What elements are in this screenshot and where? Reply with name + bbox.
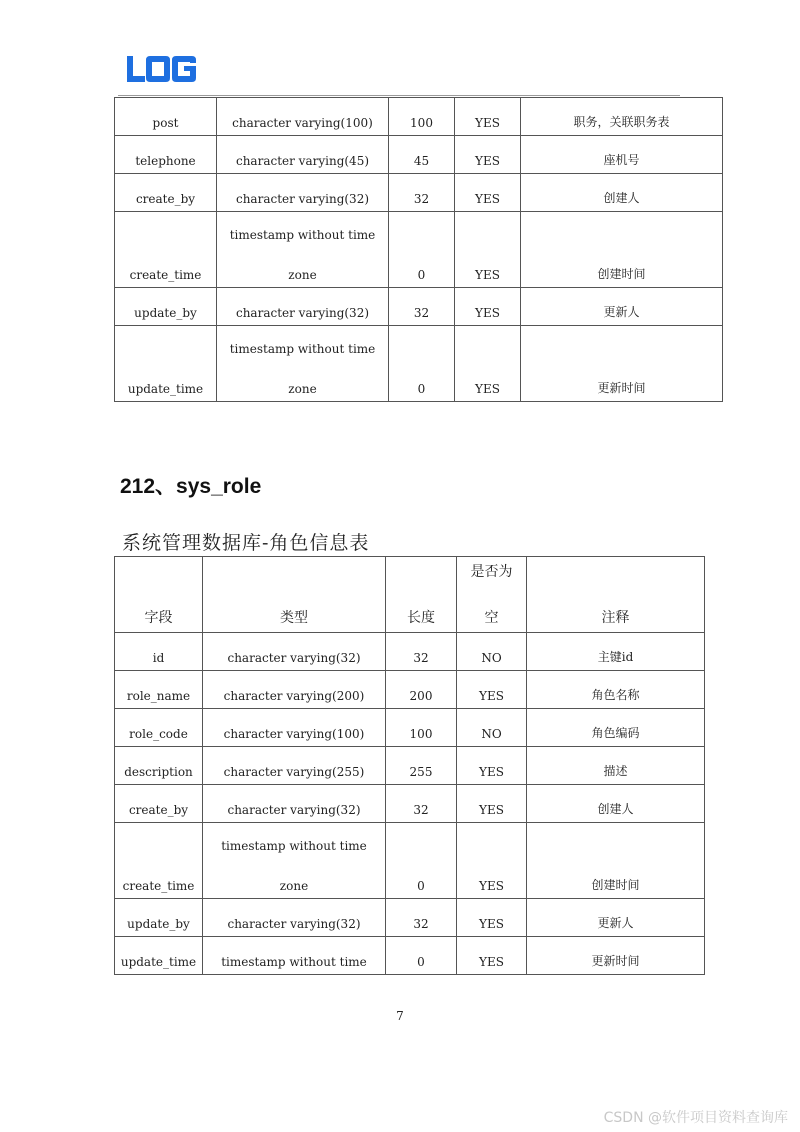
table-row bbox=[115, 326, 723, 402]
cell-type: character varying(32) bbox=[203, 899, 386, 937]
table-row bbox=[115, 212, 723, 288]
page-number: 7 bbox=[396, 1009, 404, 1023]
table-row bbox=[115, 823, 705, 899]
cell-nullable: YES bbox=[455, 288, 521, 326]
cell-nullable: YES bbox=[455, 174, 521, 212]
cell-nullable: NO bbox=[457, 709, 527, 747]
table-row bbox=[115, 937, 705, 975]
cell-length: 200 bbox=[386, 671, 457, 709]
cell-type: character varying(32) bbox=[217, 288, 389, 326]
table-row bbox=[115, 98, 723, 136]
table-row bbox=[115, 174, 723, 212]
header-length: 长度 bbox=[386, 557, 457, 633]
header-comment: 注释 bbox=[527, 557, 705, 633]
cell-type: character varying(200) bbox=[203, 671, 386, 709]
table-caption: 系统管理数据库-角色信息表 bbox=[122, 532, 370, 554]
cell-nullable: YES bbox=[457, 747, 527, 785]
cell-length: 0 bbox=[386, 823, 457, 899]
cell-comment: 更新时间 bbox=[527, 937, 705, 975]
cell-length: 32 bbox=[386, 633, 457, 671]
header-type: 类型 bbox=[203, 557, 386, 633]
table-row bbox=[115, 288, 723, 326]
cell-length: 0 bbox=[389, 326, 455, 402]
cell-comment: 创建时间 bbox=[521, 212, 723, 288]
cell-type: character varying(32) bbox=[203, 633, 386, 671]
cell-comment: 职务，关联职务表 bbox=[521, 98, 723, 136]
table-row bbox=[115, 633, 705, 671]
cell-nullable: YES bbox=[457, 823, 527, 899]
table-row bbox=[115, 136, 723, 174]
cell-type: character varying(100) bbox=[217, 98, 389, 136]
cell-type: character varying(100) bbox=[203, 709, 386, 747]
sys-role-columns-table bbox=[114, 556, 705, 975]
cell-nullable: YES bbox=[457, 785, 527, 823]
header-nullable: 是否为 空 bbox=[457, 557, 527, 633]
table-row bbox=[115, 899, 705, 937]
cell-length: 100 bbox=[389, 98, 455, 136]
cell-nullable: YES bbox=[457, 671, 527, 709]
cell-field: create_by bbox=[115, 174, 217, 212]
cell-length: 32 bbox=[386, 899, 457, 937]
cell-field: id bbox=[115, 633, 203, 671]
cell-nullable: YES bbox=[457, 937, 527, 975]
cell-nullable: YES bbox=[455, 212, 521, 288]
cell-comment: 座机号 bbox=[521, 136, 723, 174]
cell-comment: 创建人 bbox=[521, 174, 723, 212]
cell-length: 100 bbox=[386, 709, 457, 747]
cell-field: telephone bbox=[115, 136, 217, 174]
table-row bbox=[115, 709, 705, 747]
table-row bbox=[115, 671, 705, 709]
header-rule bbox=[118, 95, 680, 96]
cell-length: 0 bbox=[386, 937, 457, 975]
cell-length: 0 bbox=[389, 212, 455, 288]
cell-field: description bbox=[115, 747, 203, 785]
cell-type: character varying(32) bbox=[217, 174, 389, 212]
cell-length: 32 bbox=[386, 785, 457, 823]
cell-comment: 更新人 bbox=[527, 899, 705, 937]
table-row bbox=[115, 747, 705, 785]
cell-type: timestamp without time zone bbox=[203, 823, 386, 899]
table-header-row bbox=[115, 557, 705, 633]
cell-field: role_code bbox=[115, 709, 203, 747]
cell-comment: 创建人 bbox=[527, 785, 705, 823]
cell-type: timestamp without time bbox=[203, 937, 386, 975]
cell-field: create_time bbox=[115, 823, 203, 899]
cell-field: create_time bbox=[115, 212, 217, 288]
cell-field: update_by bbox=[115, 288, 217, 326]
section-heading: 212、sys_role bbox=[120, 475, 262, 498]
cell-length: 255 bbox=[386, 747, 457, 785]
cell-field: post bbox=[115, 98, 217, 136]
cell-nullable: YES bbox=[455, 98, 521, 136]
logo bbox=[125, 54, 209, 84]
cell-type: character varying(45) bbox=[217, 136, 389, 174]
cell-type: timestamp without time zone bbox=[217, 212, 389, 288]
cell-comment: 创建时间 bbox=[527, 823, 705, 899]
cell-comment: 更新人 bbox=[521, 288, 723, 326]
cell-field: update_time bbox=[115, 937, 203, 975]
cell-type: character varying(255) bbox=[203, 747, 386, 785]
header-field: 字段 bbox=[115, 557, 203, 633]
cell-nullable: NO bbox=[457, 633, 527, 671]
cell-type: character varying(32) bbox=[203, 785, 386, 823]
cell-length: 32 bbox=[389, 174, 455, 212]
cell-comment: 更新时间 bbox=[521, 326, 723, 402]
cell-field: create_by bbox=[115, 785, 203, 823]
cell-nullable: YES bbox=[455, 326, 521, 402]
cell-length: 32 bbox=[389, 288, 455, 326]
watermark: CSDN @软件项目资料查询库 bbox=[603, 1110, 788, 1126]
cell-length: 45 bbox=[389, 136, 455, 174]
cell-field: update_by bbox=[115, 899, 203, 937]
cell-nullable: YES bbox=[455, 136, 521, 174]
table-row bbox=[115, 785, 705, 823]
sys-user-columns-table-continued bbox=[114, 97, 723, 402]
cell-field: update_time bbox=[115, 326, 217, 402]
cell-comment: 角色编码 bbox=[527, 709, 705, 747]
cell-type: timestamp without time zone bbox=[217, 326, 389, 402]
cell-nullable: YES bbox=[457, 899, 527, 937]
cell-comment: 描述 bbox=[527, 747, 705, 785]
cell-comment: 角色名称 bbox=[527, 671, 705, 709]
cell-comment: 主键id bbox=[527, 633, 705, 671]
cell-field: role_name bbox=[115, 671, 203, 709]
